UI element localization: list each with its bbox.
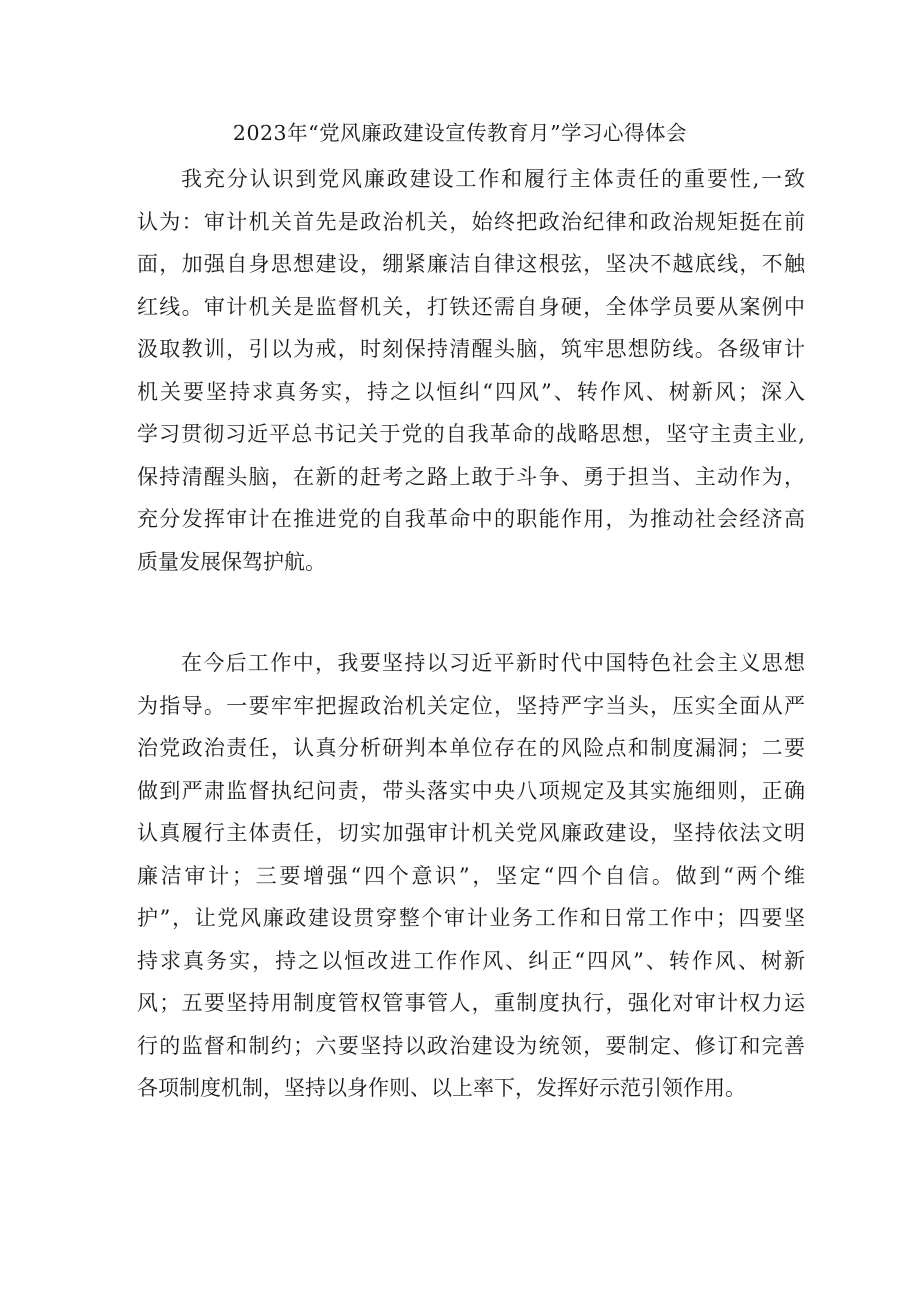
text-line: 风；五要坚持用制度管权管事管人，重制度执行，强化对审计权力运: [137, 991, 805, 1015]
text-line: 在今后工作中，我要坚持以习近平新时代中国特色社会主义思想: [181, 651, 805, 675]
text-line: 红线。审计机关是监督机关，打铁还需自身硬，全体学员要从案例中: [137, 294, 805, 319]
text-line: 保持清醒头脑，在新的赶考之路上敢于斗争、勇于担当、主动作为，: [137, 464, 805, 489]
text-line: 充分发挥审计在推进党的自我革命中的职能作用，为推动社会经济高: [137, 507, 805, 531]
text-line: 认为：审计机关首先是政治机关，始终把政治纪律和政治规矩挺在前: [137, 209, 805, 234]
text-line: 为指导。一要牢牢把握政治机关定位，坚持严字当头，压实全面从严: [137, 693, 805, 718]
text-line: 做到严肃监督执纪问责，带头落实中央八项规定及其实施细则，正确: [137, 778, 805, 803]
text-line: 汲取教训，引以为戒，时刻保持清醒头脑，筑牢思想防线。各级审计: [137, 337, 805, 361]
paragraph-1-text: [137, 158, 805, 583]
text-line: 廉洁审计；三要增强“四个意识”，坚定“四个自信。做到“两个维: [137, 863, 805, 888]
text-line: 面，加强自身思想建设，绷紧廉洁自律这根弦，坚决不越底线，不触: [137, 252, 805, 276]
paragraph-1: [137, 158, 805, 583]
text-line: 我充分认识到党风廉政建设工作和履行主体责任的重要性,一致: [181, 167, 805, 191]
text-line: 认真履行主体责任，切实加强审计机关党风廉政建设，坚持依法文明: [137, 821, 805, 845]
text-line: 机关要坚持求真务实，持之以恒纠“四风”、转作风、树新风；深入: [137, 379, 805, 404]
text-line: 各项制度机制，坚持以身作则、以上率下，发挥好示范引领作用。: [137, 1076, 746, 1100]
paragraph-2: [137, 642, 805, 1110]
text-line: 行的监督和制约；六要坚持以政治建设为统领，要制定、修订和完善: [137, 1033, 805, 1058]
text-line: 质量发展保驾护航。: [137, 549, 326, 574]
document-title: 2023年“党风廉政建设宣传教育月”学习心得体会: [232, 121, 688, 145]
paragraph-2-text: [137, 642, 805, 1110]
text-line: 持求真务实，持之以恒改进工作作风、纠正“四风”、转作风、树新: [137, 948, 805, 973]
text-line: 学习贯彻习近平总书记关于党的自我革命的战略思想，坚守主责主业,: [137, 422, 805, 446]
text-line: 治党政治责任，认真分析研判本单位存在的风险点和制度漏洞；二要: [137, 736, 805, 760]
text-line: 护”，让党风廉政建设贯穿整个审计业务工作和日常工作中；四要坚: [137, 906, 805, 930]
